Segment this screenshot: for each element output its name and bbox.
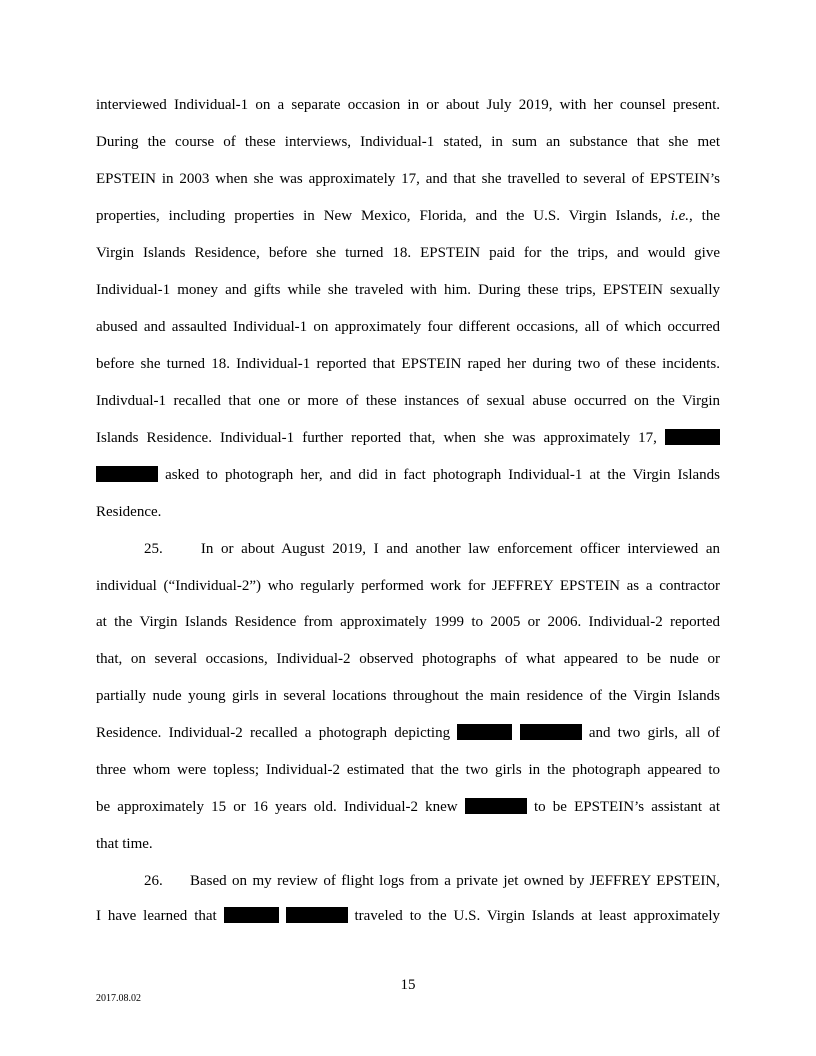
- redaction-box: [224, 907, 279, 923]
- body-line: Indivdual-1 recalled that one or more of these instances of sexual abuse occurred on the Virgin: [96, 393, 720, 409]
- redaction-box: [457, 724, 512, 740]
- body-line-text: and two girls, all of: [588, 725, 720, 741]
- italic-ie: i.e.: [670, 208, 689, 224]
- paragraph-number: 26.: [144, 873, 163, 889]
- body-line-text: be approximately 15 or 16 years old. Individual-2 knew: [96, 799, 458, 815]
- body-line: [96, 206, 720, 226]
- redaction-box: [96, 466, 158, 482]
- body-line: before she turned 18. Individual-1 reported that EPSTEIN raped her during two of these incidents.: [96, 356, 720, 372]
- body-line: [96, 906, 720, 926]
- paragraph-25-first-line: [144, 539, 720, 559]
- body-line-text: Residence. Individual-2 recalled a photograph depicting: [96, 725, 451, 741]
- body-line-text: Islands Residence. Individual-1 further reported that, when she was approximately 17,: [96, 430, 657, 446]
- redaction-box: [520, 724, 582, 740]
- body-line: individual (“Individual-2”) who regularly performed work for JEFFREY EPSTEIN as a contractor: [96, 578, 720, 594]
- redaction-box: [665, 429, 720, 445]
- body-line: at the Virgin Islands Residence from approximately 1999 to 2005 or 2006. Individual-2 reported: [96, 614, 720, 630]
- body-line-text: traveled to the U.S. Virgin Islands at least approximately: [354, 908, 720, 924]
- redaction-box: [465, 798, 527, 814]
- body-line-text: I have learned that: [96, 908, 217, 924]
- italic-comma: ,: [658, 208, 662, 224]
- redaction-box: [286, 907, 348, 923]
- body-line: that time.: [96, 836, 153, 852]
- body-line: [96, 465, 720, 485]
- paragraph-26-first-line: [144, 871, 720, 891]
- body-line: interviewed Individual-1 on a separate occasion in or about July 2019, with her counsel present.: [96, 97, 720, 113]
- footer-date: 2017.08.02: [96, 993, 141, 1004]
- body-line: EPSTEIN in 2003 when she was approximately 17, and that she travelled to several of EPSTEIN’s: [96, 171, 720, 187]
- body-line: abused and assaulted Individual-1 on approximately four different occasions, all of which occurred: [96, 319, 720, 335]
- body-line-text: asked to photograph her, and did in fact photograph Individual-1 at the Virgin Islands: [165, 467, 721, 483]
- body-line: three whom were topless; Individual-2 estimated that the two girls in the photograph appeared to: [96, 762, 720, 778]
- body-line: that, on several occasions, Individual-2 observed photographs of what appeared to be nude or: [96, 651, 720, 667]
- body-line: [96, 723, 720, 743]
- body-line: partially nude young girls in several locations throughout the main residence of the Virgin Islands: [96, 688, 720, 704]
- body-line-text: properties, including properties in New Mexico, Florida, and the U.S. Virgin Islands: [96, 208, 658, 224]
- body-line: [96, 797, 720, 817]
- body-line-text: , the: [689, 208, 720, 224]
- body-line: Virgin Islands Residence, before she turned 18. EPSTEIN paid for the trips, and would give: [96, 245, 720, 261]
- body-line-text: to be EPSTEIN’s assistant at: [533, 799, 721, 815]
- page-number: 15: [400, 977, 416, 993]
- body-line-text: In or about August 2019, I and another law enforcement officer interviewed an: [200, 541, 720, 557]
- body-line: Individual-1 money and gifts while she traveled with him. During these trips, EPSTEIN sexually: [96, 282, 720, 298]
- body-line: Residence.: [96, 504, 162, 520]
- body-line-text: Based on my review of flight logs from a private jet owned by JEFFREY EPSTEIN,: [189, 873, 720, 889]
- body-line: During the course of these interviews, Individual-1 stated, in sum an substance that she met: [96, 134, 720, 150]
- paragraph-number: 25.: [144, 541, 163, 557]
- body-line: [96, 428, 720, 448]
